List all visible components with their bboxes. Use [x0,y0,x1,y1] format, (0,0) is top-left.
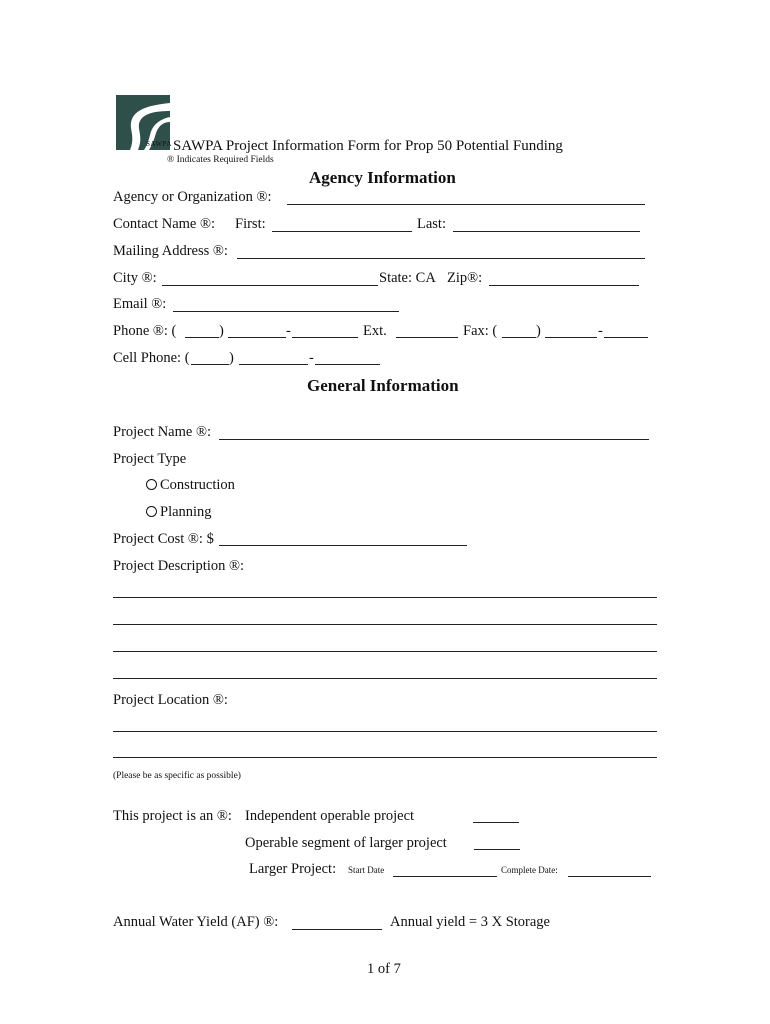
fax-label: Fax: ( [463,323,498,339]
mailing-field[interactable] [237,258,645,259]
description-line-2[interactable] [113,624,657,625]
location-label: Project Location ®: [113,692,228,708]
logo-text: SAWPA [146,140,172,148]
radio-planning[interactable] [146,506,157,517]
water-yield-label: Annual Water Yield (AF) ®: [113,914,279,930]
general-heading: General Information [307,376,459,395]
option-planning-label: Planning [160,504,212,520]
fax-prefix-field[interactable] [545,337,597,338]
ext-field[interactable] [396,337,458,338]
ext-label: Ext. [363,323,387,339]
first-label: First: [235,216,266,232]
fax-area-field[interactable] [502,337,536,338]
cell-label: Cell Phone: ( [113,350,190,366]
form-title: SAWPA Project Information Form for Prop 50 Potential Funding [173,138,563,154]
independent-label: Independent operable project [245,808,415,824]
city-label: City ®: [113,270,157,286]
water-yield-field[interactable] [292,929,382,930]
location-line-1[interactable] [113,731,657,732]
cost-field[interactable] [219,545,467,546]
option-construction[interactable] [146,477,235,494]
last-label: Last: [417,216,446,232]
location-line-2[interactable] [113,757,657,758]
org-label: Agency or Organization ®: [113,189,272,205]
project-name-label: Project Name ®: [113,424,211,440]
description-line-4[interactable] [113,678,657,679]
cell-dash: - [309,350,314,366]
larger-project-label: Larger Project: [249,861,337,877]
start-date-label: Start Date [348,865,385,875]
zip-label: Zip®: [447,270,483,286]
cell-area-field[interactable] [191,364,229,365]
complete-date-field[interactable] [568,876,651,877]
required-note: ® Indicates Required Fields [167,155,274,165]
start-date-field[interactable] [393,876,497,877]
contact-label: Contact Name ®: [113,216,216,232]
mailing-label: Mailing Address ®: [113,243,228,259]
agency-heading: Agency Information [309,168,456,187]
radio-construction[interactable] [146,479,157,490]
option-planning[interactable] [146,504,212,521]
page-number: 1 of 7 [367,961,401,977]
location-note: (Please be as specific as possible) [113,771,241,781]
fax-paren-close: ) [536,323,541,339]
phone-paren-close: ) [219,323,224,339]
segment-label: Operable segment of larger project [245,835,447,851]
zip-field[interactable] [489,285,639,286]
phone-prefix-field[interactable] [228,337,286,338]
cell-prefix-field[interactable] [239,364,308,365]
phone-label: Phone ®: ( [113,323,177,339]
yield-formula: Annual yield = 3 X Storage [390,914,550,930]
cost-label: Project Cost ®: $ [113,531,214,547]
state-text: State: CA [379,270,436,286]
phone-area-field[interactable] [185,337,219,338]
cell-line-field[interactable] [315,364,380,365]
description-line-3[interactable] [113,651,657,652]
independent-field[interactable] [473,822,519,823]
city-field[interactable] [162,285,378,286]
cell-paren-close: ) [229,350,234,366]
phone-line-field[interactable] [292,337,358,338]
phone-dash: - [286,323,291,339]
first-name-field[interactable] [272,231,412,232]
complete-date-label: Complete Date: [501,865,558,875]
org-field[interactable] [287,204,645,205]
project-name-field[interactable] [219,439,649,440]
fax-line-field[interactable] [604,337,648,338]
option-construction-label: Construction [160,477,235,493]
description-line-1[interactable] [113,597,657,598]
segment-field[interactable] [474,849,520,850]
this-project-label: This project is an ®: [113,808,232,824]
email-label: Email ®: [113,296,167,312]
email-field[interactable] [173,311,399,312]
last-name-field[interactable] [453,231,640,232]
description-label: Project Description ®: [113,558,245,574]
fax-dash: - [598,323,603,339]
project-type-label: Project Type [113,451,187,467]
